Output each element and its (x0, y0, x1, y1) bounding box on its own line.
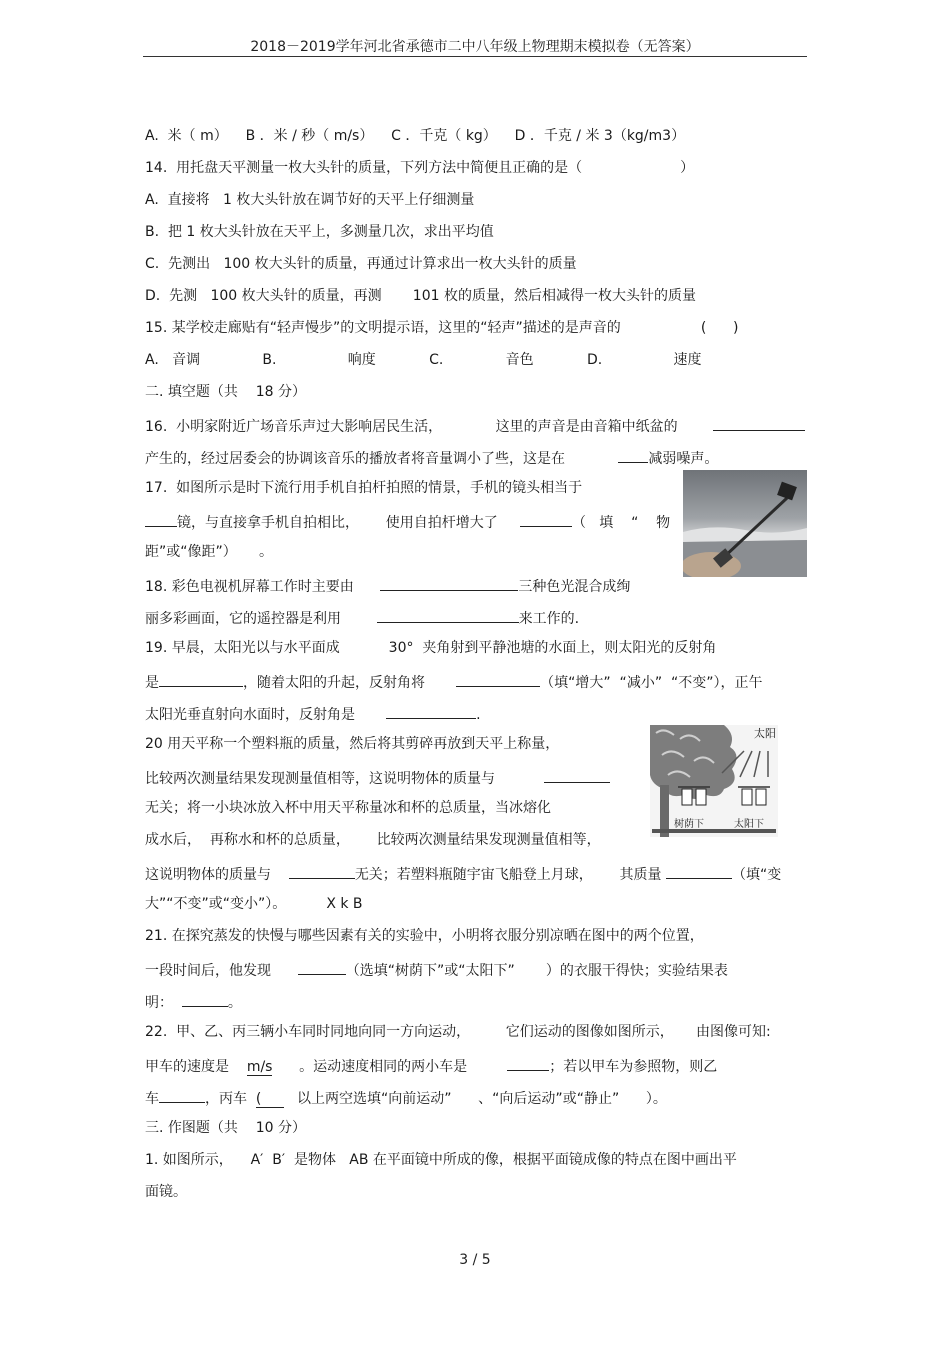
q20-text: 比较两次测量结果发现测量值相等，这说明物体的质量与 (145, 771, 544, 787)
selfie-stick-image (683, 470, 807, 577)
q13-options: A. 米（ m） B ．米 / 秒（ m/s） C ．千克（ kg） D ．千克 / 米 3（kg/m3） (145, 128, 686, 144)
answer-blank[interactable] (289, 862, 355, 879)
answer-blank[interactable] (507, 1054, 549, 1071)
q19-line-1: 19. 早晨，太阳光以与水平面成 30° 夹角射到平静池塘的水面上，则太阳光的反射角 (145, 640, 717, 656)
q22-text-4: 车 (145, 1091, 159, 1107)
q15-options: A. 音调 B. 响度 C. 音色 D. 速度 (145, 352, 702, 368)
section-3-heading: 三. 作图题（共 10 分） (145, 1120, 306, 1136)
q18-text-3: 丽多彩画面，它的遥控器是利用 (145, 611, 377, 627)
q20-line-1: 20 用天平称一个塑料瓶的质量，然后将其剪碎再放到天平上称量， (145, 736, 560, 752)
q19-text-3: （填“增大” “减小” “不变”），正午 (540, 675, 763, 691)
q17-text-2: （ 填 “ 物 (571, 515, 671, 531)
q16-line-1 (145, 414, 805, 437)
answer-blank[interactable] (544, 766, 610, 783)
q16-text-2: 产生的，经过居委会的协调该音乐的播放者将音量调小了些，这是在 (145, 451, 619, 467)
label-sun-side: 太阳下 (734, 819, 764, 830)
answer-blank[interactable] (618, 446, 648, 463)
q18-line-2 (145, 606, 579, 629)
q20-text-3: 无关；若塑料瓶随宇宙飞船登上月球， 其质量 (354, 867, 666, 883)
q18-text-2: 三种色光混合成绚 (518, 579, 631, 595)
answer-blank[interactable] (386, 702, 476, 719)
q17-line-1: 17. 如图所示是时下流行用手机自拍杆拍照的情景，手机的镜头相当于 (145, 480, 583, 496)
q14-stem: 14. 用托盘天平测量一枚大头针的质量，下列方法中简便且正确的是（ ） (145, 160, 695, 176)
q20-line-2 (145, 766, 610, 789)
q22-unit[interactable]: m/s (246, 1059, 273, 1075)
q21-text-4: 。 (227, 995, 242, 1011)
answer-blank[interactable] (182, 990, 228, 1007)
q22-line-2 (145, 1054, 717, 1077)
q14-option-c: C. 先测出 100 枚大头针的质量，再通过计算求出一枚大头针的质量 (145, 256, 577, 272)
q19-text-2: ，随着太阳的升起，反射角将 (243, 675, 457, 691)
q19-line-2 (145, 670, 762, 693)
q14-option-d: D. 先测 100 枚大头针的质量，再测 101 枚的质量，然后相减得一枚大头针的质量 (145, 288, 696, 304)
q16-text-3: 减弱噪声。 (648, 451, 719, 467)
label-tree-shade: 树荫下 (674, 819, 704, 830)
q16-line-2 (145, 446, 718, 469)
q19-text-5: . (476, 707, 481, 723)
q20-line-6: 大”“不变”或“变小”）。 X k B (145, 896, 363, 912)
q20-text-4: （填“变 (731, 867, 782, 883)
answer-blank[interactable] (713, 414, 805, 431)
q20-line-5 (145, 862, 781, 885)
q20-text-2: 这说明物体的质量与 (145, 867, 289, 883)
page-number: 3 / 5 (459, 1252, 491, 1268)
q21-line-3 (145, 990, 242, 1013)
q18-line-1 (145, 574, 630, 597)
q19-text: 是 (145, 675, 159, 691)
evaporation-figure (650, 725, 778, 837)
answer-blank[interactable] (159, 1086, 205, 1103)
q21-line-1: 21. 在探究蒸发的快慢与哪些因素有关的实验中，小明将衣服分别凉晒在图中的两个位置， (145, 928, 704, 944)
answer-blank[interactable] (298, 958, 346, 975)
draw-q1-line-1: 1. 如图所示， A′ B′ 是物体 AB 在平面镜中所成的像，根据平面镜成像的特点在图中画出平 (145, 1152, 737, 1168)
q17-line-3: 距”或“像距”） 。 (145, 544, 274, 560)
q21-text-2: （选填“树荫下”或“太阳下” ）的衣服干得快；实验结果表 (345, 963, 728, 979)
q18-text-4: 来工作的. (518, 611, 580, 627)
page-header: 2018－2019学年河北省承德市二中八年级上物理期末模拟卷（无答案） (250, 39, 700, 55)
q14-option-a: A. 直接将 1 枚大头针放在调节好的天平上仔细测量 (145, 192, 475, 208)
q22-line-1: 22. 甲、乙、丙三辆小车同时同地向同一方向运动， 它们运动的图像如图所示， 由图像可知: (145, 1024, 771, 1040)
section-2-heading: 二. 填空题（共 18 分） (145, 384, 306, 400)
q16-text: 16. 小明家附近广场音乐声过大影响居民生活， 这里的声音是由音箱中纸盆的 (145, 419, 714, 435)
q22-text-2: 。运动速度相同的两小车是 (272, 1059, 508, 1075)
label-sun: 太阳 (754, 727, 776, 740)
q18-text: 18. 彩色电视机屏幕工作时主要由 (145, 579, 381, 595)
header-rule (143, 56, 807, 57)
q22-text-5: ，丙车 (205, 1091, 256, 1107)
q19-text-4: 太阳光垂直射向水面时，反射角是 (145, 707, 387, 723)
answer-blank[interactable] (666, 862, 732, 879)
q22-text-3: ；若以甲车为参照物，则乙 (549, 1059, 718, 1075)
q21-text-3: 明： (145, 995, 182, 1011)
q17-text: 镜，与直接拿手机自拍相比， 使用自拍杆增大了 (177, 515, 520, 531)
draw-q1-line-2: 面镜。 (145, 1184, 187, 1200)
q19-line-3 (145, 702, 481, 725)
answer-blank[interactable] (380, 574, 518, 591)
q15-stem: 15. 某学校走廊贴有“轻声慢步”的文明提示语，这里的“轻声”描述的是声音的 ( ) (145, 320, 739, 336)
q14-option-b: B. 把 1 枚大头针放在天平上，多测量几次，求出平均值 (145, 224, 494, 240)
answer-blank[interactable] (145, 510, 177, 527)
q22-text: 甲车的速度是 (145, 1059, 247, 1075)
q17-line-2 (145, 510, 670, 533)
answer-blank[interactable] (159, 670, 243, 687)
q20-line-3: 无关；将一小块冰放入杯中用天平称量冰和杯的总质量，当冰熔化 (145, 800, 551, 816)
answer-blank[interactable] (377, 606, 519, 623)
q21-line-2 (145, 958, 728, 981)
q22-text-6: 以上两空选填“向前运动” 、“向后运动”或“静止” ）。 (283, 1091, 667, 1107)
q22-line-3 (145, 1086, 667, 1109)
q22-blank-2[interactable]: ( (255, 1091, 284, 1107)
q21-text: 一段时间后，他发现 (145, 963, 298, 979)
answer-blank[interactable] (456, 670, 540, 687)
answer-blank[interactable] (520, 510, 572, 527)
q20-line-4: 成水后， 再称水和杯的总质量， 比较两次测量结果发现测量值相等， (145, 832, 601, 848)
